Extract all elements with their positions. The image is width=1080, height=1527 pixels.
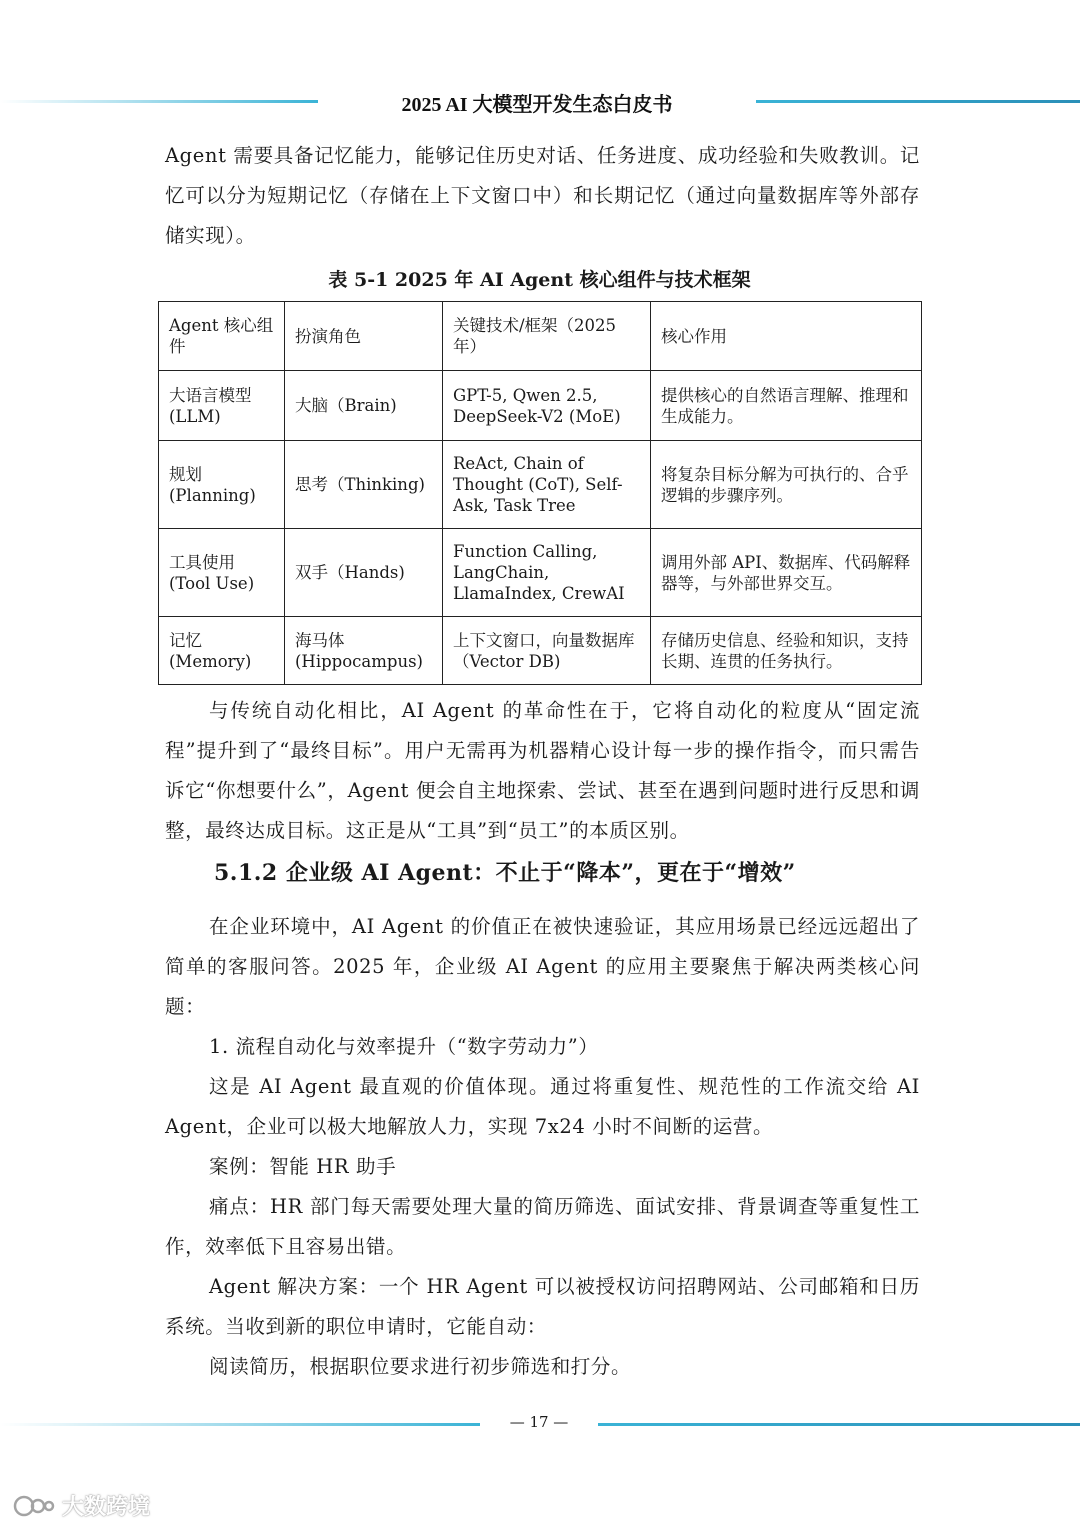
table-header-cell: Agent 核心组件: [159, 302, 285, 371]
table-cell-tech: 上下文窗口，向量数据库（Vector DB): [443, 617, 651, 685]
header-rule-left: [0, 100, 318, 103]
table-header-cell: 核心作用: [651, 302, 922, 371]
value-paragraph: 这是 AI Agent 最直观的价值体现。通过将重复性、规范性的工作流交给 AI Agent，企业可以极大地解放人力，实现 7x24 小时不间断的运营。: [165, 1075, 920, 1138]
table-cell-function: 将复杂目标分解为可执行的、合乎逻辑的步骤序列。: [651, 441, 922, 529]
case-label: 案例：智能 HR 助手: [209, 1155, 397, 1178]
watermark-text: 大数跨境: [62, 1495, 151, 1520]
intro-paragraph: Agent 需要具备记忆能力，能够记住历史对话、任务进度、成功经验和失败教训。记忆可以分为短期记忆（存储在上下文窗口中）和长期记忆（通过向量数据库等外部存储实现）。: [165, 144, 920, 247]
table-row: [159, 371, 922, 441]
table-cell-role: 思考（Thinking): [285, 441, 443, 529]
page-number: — 17 —: [509, 1413, 569, 1431]
solution-paragraph: Agent 解决方案：一个 HR Agent 可以被授权访问招聘网站、公司邮箱和日历系统。当收到新的职位申请时，它能自动：: [165, 1275, 920, 1338]
table-header-row: [159, 302, 922, 371]
solution-step: 阅读简历，根据职位要求进行初步筛选和打分。: [209, 1355, 632, 1378]
table-row: [159, 617, 922, 685]
table-cell-function: 提供核心的自然语言理解、推理和生成能力。: [651, 371, 922, 441]
table-cell-tech: Function Calling, LangChain, LlamaIndex, CrewAI: [443, 529, 651, 617]
table-cell-function: 调用外部 API、数据库、代码解释器等，与外部世界交互。: [651, 529, 922, 617]
table-cell-component: 记忆 (Memory): [159, 617, 285, 685]
watermark: [12, 1490, 150, 1521]
list-item-1: 1. 流程自动化与效率提升（“数字劳动力”）: [209, 1035, 599, 1058]
section-heading: 5.1.2 企业级 AI Agent：不止于“降本”，更在于“增效”: [214, 860, 796, 886]
footer-rule-right: [598, 1423, 1080, 1426]
footer-rule-left: [0, 1423, 480, 1426]
watermark-logo-icon: [12, 1494, 56, 1518]
header-title: 2025 AI 大模型开发生态白皮书: [401, 94, 673, 116]
table-cell-role: 大脑（Brain): [285, 371, 443, 441]
table-cell-component: 大语言模型 (LLM): [159, 371, 285, 441]
table-caption: 表 5-1 2025 年 AI Agent 核心组件与技术框架: [328, 269, 751, 291]
comparison-paragraph: 与传统自动化相比，AI Agent 的革命性在于，它将自动化的粒度从“固定流程”提升到了“最终目标”。用户无需再为机器精心设计每一步的操作指令，而只需告诉它“你想要什么”，Agent 便会自主地探索、尝试、甚至在遇到问题时进行反思和调整，最终达成目标。这正是从“工具”到“员工”的本质区别。: [165, 699, 920, 842]
table-cell-role: 双手（Hands): [285, 529, 443, 617]
table-row: [159, 529, 922, 617]
table-cell-component: 工具使用 (Tool Use): [159, 529, 285, 617]
section-intro-paragraph: 在企业环境中，AI Agent 的价值正在被快速验证，其应用场景已经远远超出了简单的客服问答。2025 年，企业级 AI Agent 的应用主要聚焦于解决两类核心问题：: [165, 915, 920, 1018]
header-rule-right: [756, 100, 1080, 103]
pain-point-paragraph: 痛点：HR 部门每天需要处理大量的简历筛选、面试安排、背景调查等重复性工作，效率低下且容易出错。: [165, 1195, 920, 1258]
table-header-cell: 扮演角色: [285, 302, 443, 371]
components-table: [158, 301, 922, 685]
table-cell-tech: ReAct, Chain of Thought (CoT), Self-Ask, Task Tree: [443, 441, 651, 529]
table-header-cell: 关键技术/框架（2025 年）: [443, 302, 651, 371]
table-cell-tech: GPT-5, Qwen 2.5, DeepSeek-V2 (MoE): [443, 371, 651, 441]
table-row: [159, 441, 922, 529]
table-cell-component: 规划 (Planning): [159, 441, 285, 529]
table-cell-role: 海马体 (Hippocampus): [285, 617, 443, 685]
table-cell-function: 存储历史信息、经验和知识，支持长期、连贯的任务执行。: [651, 617, 922, 685]
